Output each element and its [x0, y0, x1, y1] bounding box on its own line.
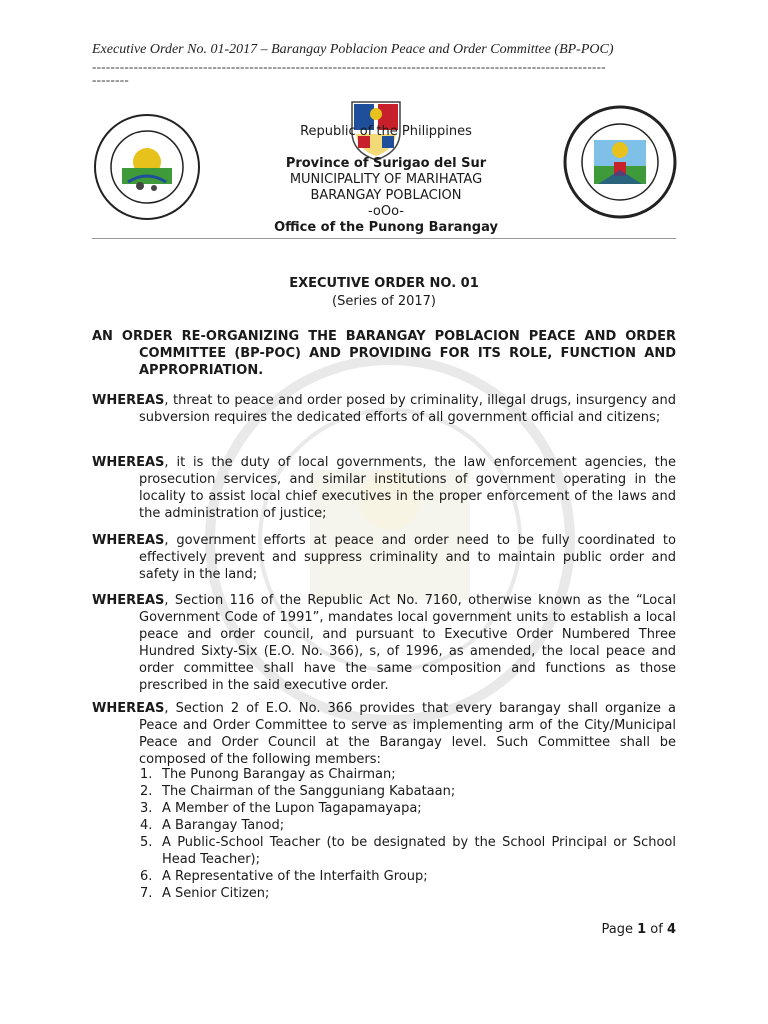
barangay-line: BARANGAY POBLACION [310, 188, 462, 203]
current-page: 1 [637, 922, 647, 937]
list-item: 1. The Punong Barangay as Chairman; [140, 767, 396, 782]
whereas-label: WHEREAS [92, 701, 165, 716]
whereas-text: , threat to peace and order posed by criminality, illegal drugs, insurgency and subversion requires the dedicated efforts of all government official and citizens; [139, 393, 676, 425]
whereas-text: , Section 116 of the Republic Act No. 7160, otherwise known as the “Local Government Code of 1991”, mandates local government units to establish a local peace and order council, and pursuant to Executive Order Numbered Three Hundred Sixty-Six (E.O. No. 366), s, of 1996, as amended, the local peace and order committee shall have the same composition and functions as those prescribed in the said executive order. [139, 593, 676, 693]
letterhead [236, 124, 536, 140]
list-item: 3. A Member of the Lupon Tagapamayapa; [140, 801, 422, 816]
page-number: Page 1 of 4 [601, 922, 676, 937]
committee-members-list [140, 766, 676, 902]
list-item: 5. A Public-School Teacher (to be designated by the School Principal or School Head Teacher); [140, 835, 676, 867]
header-rule [92, 238, 676, 239]
list-item: 6. A Representative of the Interfaith Group; [140, 869, 428, 884]
total-pages: 4 [666, 922, 676, 937]
municipality-line: MUNICIPALITY OF MARIHATAG [289, 172, 483, 187]
order-statement: AN ORDER RE-ORGANIZING THE BARANGAY POBLACION PEACE AND ORDER COMMITTEE (BP-POC) AND PROVIDING FOR ITS ROLE, FUNCTION AND APPROPRIATION. [92, 329, 676, 378]
whereas-clause [92, 532, 676, 583]
whereas-text: , Section 2 of E.O. No. 366 provides that every barangay shall organize a Peace and Order Committee to serve as implementing arm of the City/Municipal Peace and Order Council at the Barangay level. Such Committee shall be composed of the following members: [139, 701, 676, 767]
republic-line: Republic of the Philippines [300, 124, 472, 139]
whereas-label: WHEREAS [92, 393, 165, 408]
whereas-text: , government efforts at peace and order need to be fully coordinated to effectively prevent and suppress criminality and to maintain public order and safety in the land; [139, 533, 676, 582]
executive-order-title: EXECUTIVE ORDER NO. 01 [289, 276, 479, 291]
whereas-text: , it is the duty of local governments, the law enforcement agencies, the prosecution services, and similar institutions of government operating in the locality to assist local chief executives in the proper enforcement of the laws and the administration of justice; [139, 455, 676, 521]
whereas-label: WHEREAS [92, 533, 165, 548]
ornament-divider: -oOo- [367, 204, 404, 219]
whereas-clause [92, 454, 676, 522]
running-header: Executive Order No. 01-2017 – Barangay Poblacion Peace and Order Committee (BP-POC) [92, 42, 614, 57]
header-dash-line: --------------------------------------------------------------------------------------------------------------- [92, 60, 606, 73]
whereas-label: WHEREAS [92, 593, 165, 608]
header-dash-line-continued: -------- [92, 73, 130, 86]
whereas-clause [92, 392, 676, 426]
whereas-label: WHEREAS [92, 455, 165, 470]
barangay-seal-logo [92, 112, 202, 222]
office-line: Office of the Punong Barangay [274, 220, 498, 235]
list-item: 7. A Senior Citizen; [140, 886, 270, 901]
executive-order-series: (Series of 2017) [332, 294, 436, 309]
province-line: Province of Surigao del Sur [285, 156, 487, 171]
municipality-seal-logo [562, 104, 678, 220]
list-item: 4. A Barangay Tanod; [140, 818, 285, 833]
whereas-clause [92, 700, 676, 768]
list-item: 2. The Chairman of the Sangguniang Kabataan; [140, 784, 456, 799]
letterhead-block [236, 156, 536, 236]
whereas-clause [92, 592, 676, 694]
